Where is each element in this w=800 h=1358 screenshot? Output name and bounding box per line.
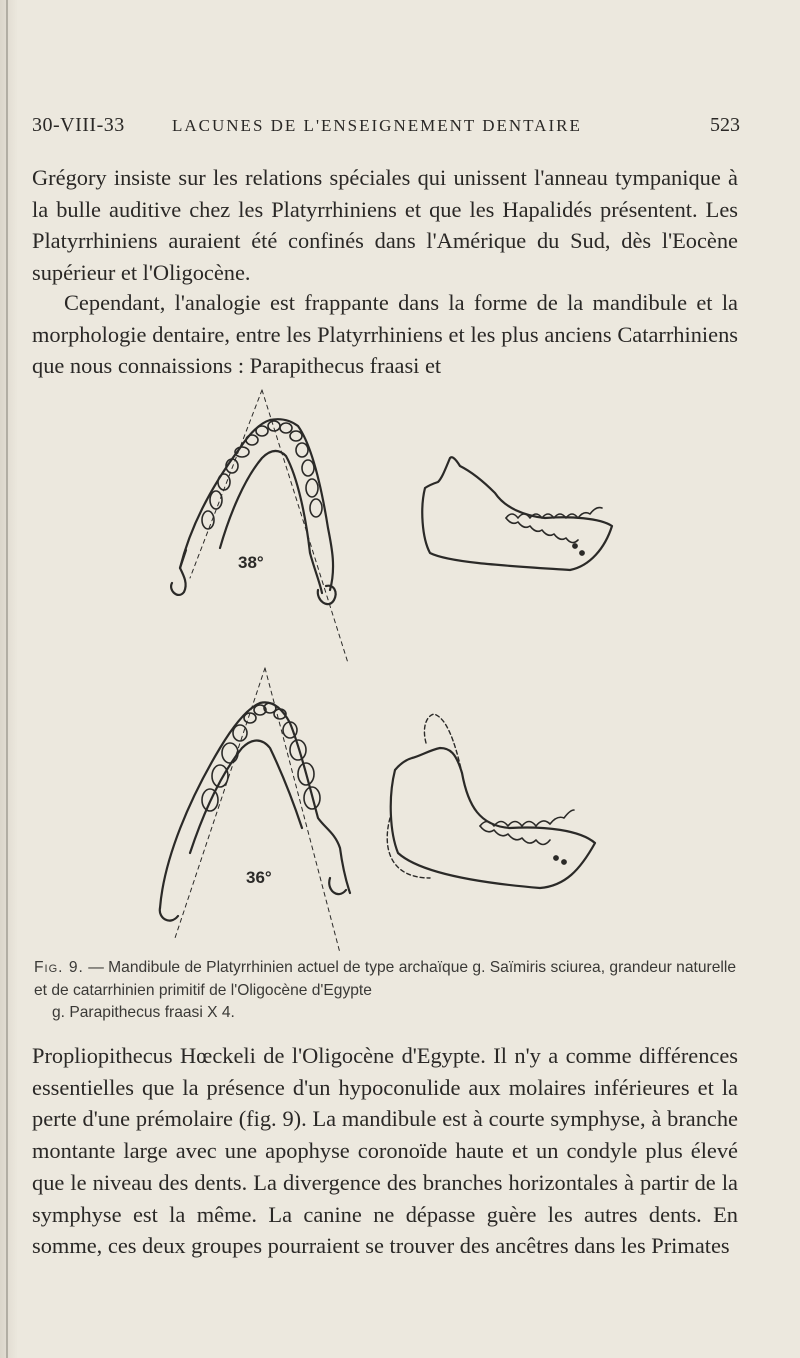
running-header [32,114,740,142]
binding-shadow [6,0,8,1358]
header-title: LACUNES DE L'ENSEIGNEMENT DENTAIRE [172,116,582,135]
bottom-lateral-mandible [387,714,595,888]
paragraph-2: Cependant, l'analogie est frappante dans la forme de la mandibule et la morphologie dentaire, entre les Platyrrhiniens et les plus anciens Catarrhiniens que nous connaissions : Parapithecus fraasi et [32,290,738,379]
header-date: 30-VIII-33 [32,114,125,136]
caption-text: — Mandibule de Platyrrhinien actuel de type archaïque g. Saïmiris sciurea, grandeur naturelle et de catarrhinien primitif de l'Oligocène d'Egypte [34,959,736,999]
paragraph-1: Grégory insiste sur les relations spéciales qui unissent l'anneau tympanique à la bulle auditive chez les Platyrrhiniens et que les Hapalidés présentent. Les Platyrrhiniens auraient été confinés dans l'Amérique du Sud, dès l'Eocène supérieur et l'Oligocène. [32,165,738,286]
angle-label-top: 38° [238,553,264,572]
caption-label: Fig. 9. [34,959,84,976]
angle-label-bottom: 36° [246,868,272,887]
figure-caption [34,957,736,1025]
paragraph-3: Propliopithecus Hœckeli de l'Oligocène d'Egypte. Il n'y a comme différences essentielles que la présence d'un hypoconulide aux molaires inférieures et la perte d'une prémolaire (fig. 9). La mandibule est à courte symphyse, à branche montante large avec une apophyse coronoïde haute et un condyle plus élevé que le niveau des dents. La divergence des branches horizontales à partir de la symphyse est la même. La canine ne dépasse guère les autres dents. En somme, ces deux groupes pourraient se trouver des ancêtres dans les Primates [32,1043,738,1259]
page-number: 523 [710,114,740,136]
bottom-occlusal-mandible [160,668,350,953]
top-occlusal-mandible [171,390,348,663]
top-lateral-mandible [422,457,612,570]
caption-continuation: g. Parapithecus fraasi X 4. [52,1004,235,1021]
figure-9-mandibles [150,378,630,958]
